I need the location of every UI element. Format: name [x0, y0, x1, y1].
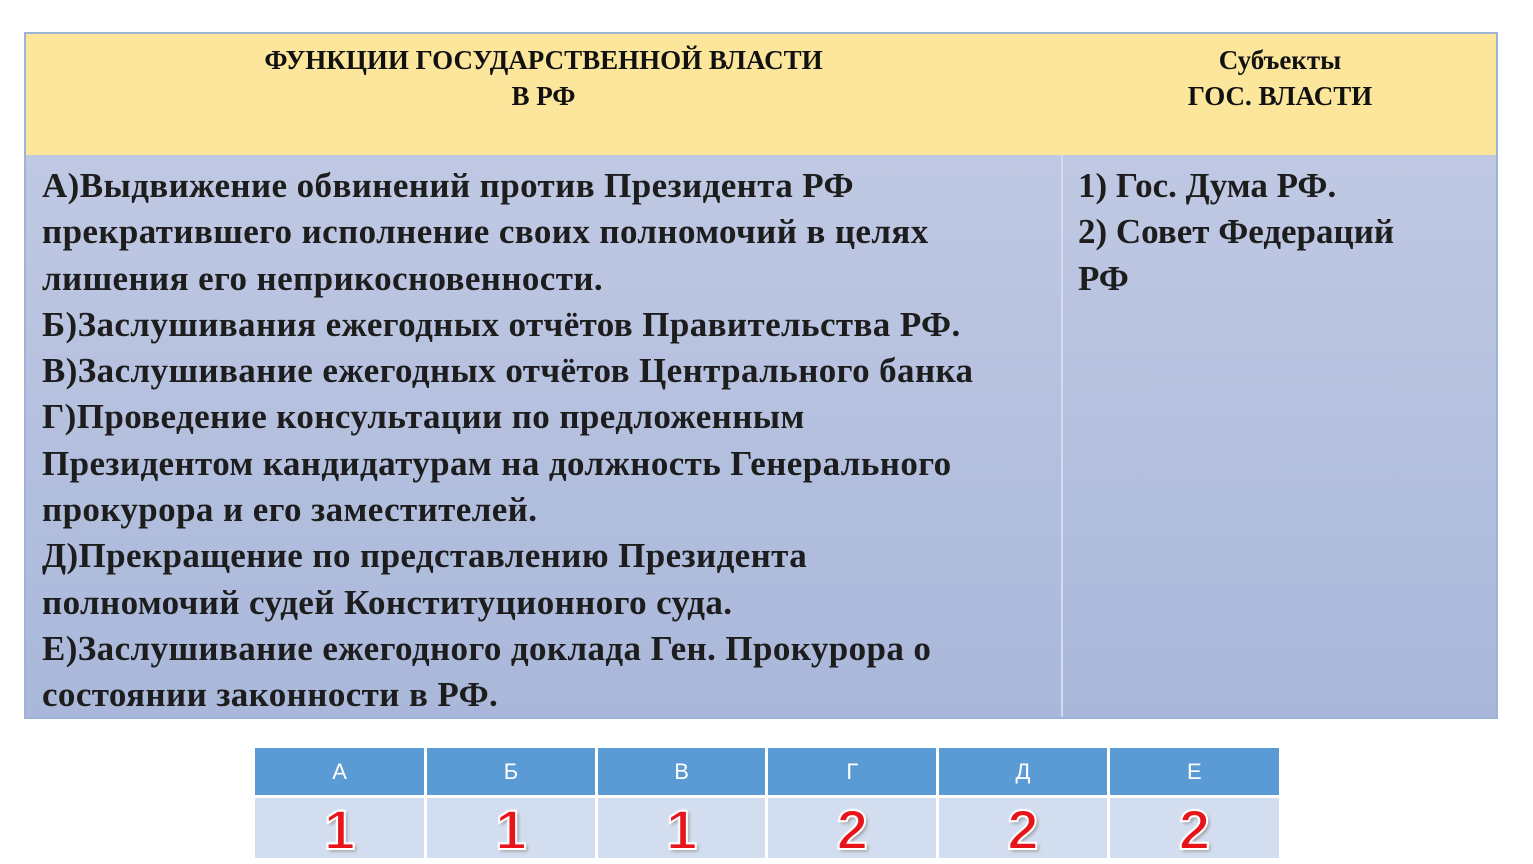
answer-value: 1 [324, 798, 356, 861]
letter-cell: Е [1108, 748, 1279, 797]
task-table [24, 32, 1498, 719]
answer-value: 2 [1178, 798, 1210, 861]
functions-list [42, 163, 1052, 719]
function-line: Президентом кандидатурам на должность Генерального [42, 443, 952, 483]
function-line: прокурора и его заместителей. [42, 490, 538, 530]
function-line: В)Заслушивание ежегодных отчётов Центрального банка [42, 351, 974, 391]
functions-column-header [26, 42, 1061, 114]
function-line: Б)Заслушивания ежегодных отчётов Правительства РФ. [42, 304, 961, 344]
function-line: состоянии законности в РФ. [42, 675, 499, 715]
answer-value: 2 [836, 798, 868, 861]
function-line: прекратившего исполнение своих полномочий в целях [42, 212, 929, 252]
answer-table [255, 748, 1279, 861]
answer-cell [1108, 797, 1279, 859]
subjects-column-header [1062, 42, 1498, 114]
letter-cell: Д [938, 748, 1109, 797]
subject-line: РФ [1078, 258, 1129, 298]
answer-value: 2 [1007, 798, 1039, 861]
functions-title-line2: В РФ [511, 81, 576, 111]
answer-cell [426, 797, 597, 859]
table-body-row [26, 155, 1496, 717]
column-divider [1061, 155, 1063, 717]
subjects-list [1078, 163, 1478, 302]
answer-cell [596, 797, 767, 859]
functions-title-line1: ФУНКЦИИ ГОСУДАРСТВЕННОЙ ВЛАСТИ [264, 45, 823, 75]
answer-cell [767, 797, 938, 859]
answer-cell [938, 797, 1109, 859]
answer-value: 1 [495, 798, 527, 861]
answer-value: 1 [666, 798, 698, 861]
answer-cell [255, 797, 426, 859]
function-line: Е)Заслушивание ежегодного доклада Ген. Прокурора о [42, 628, 932, 668]
function-line: Г)Проведение консультации по предложенным [42, 397, 805, 437]
letter-cell: В [596, 748, 767, 797]
function-line: Д)Прекращение по представлению Президента [42, 536, 808, 576]
answer-letters-row [255, 748, 1279, 797]
function-line: А)Выдвижение обвинений против Президента РФ [42, 166, 854, 205]
subjects-title-line2: ГОС. ВЛАСТИ [1187, 81, 1373, 111]
letter-cell: Б [426, 748, 597, 797]
letter-cell: Г [767, 748, 938, 797]
function-line: полномочий судей Конституционного суда. [42, 582, 733, 622]
table-header-row [26, 34, 1496, 155]
answer-values-row [255, 797, 1279, 859]
subject-line: 2) Совет Федераций [1078, 212, 1395, 252]
function-line: лишения его неприкосновенности. [42, 258, 604, 298]
letter-cell: А [255, 748, 426, 797]
subject-line: 1) Гос. Дума РФ. [1078, 166, 1337, 205]
subjects-title-line1: Субъекты [1218, 45, 1342, 75]
